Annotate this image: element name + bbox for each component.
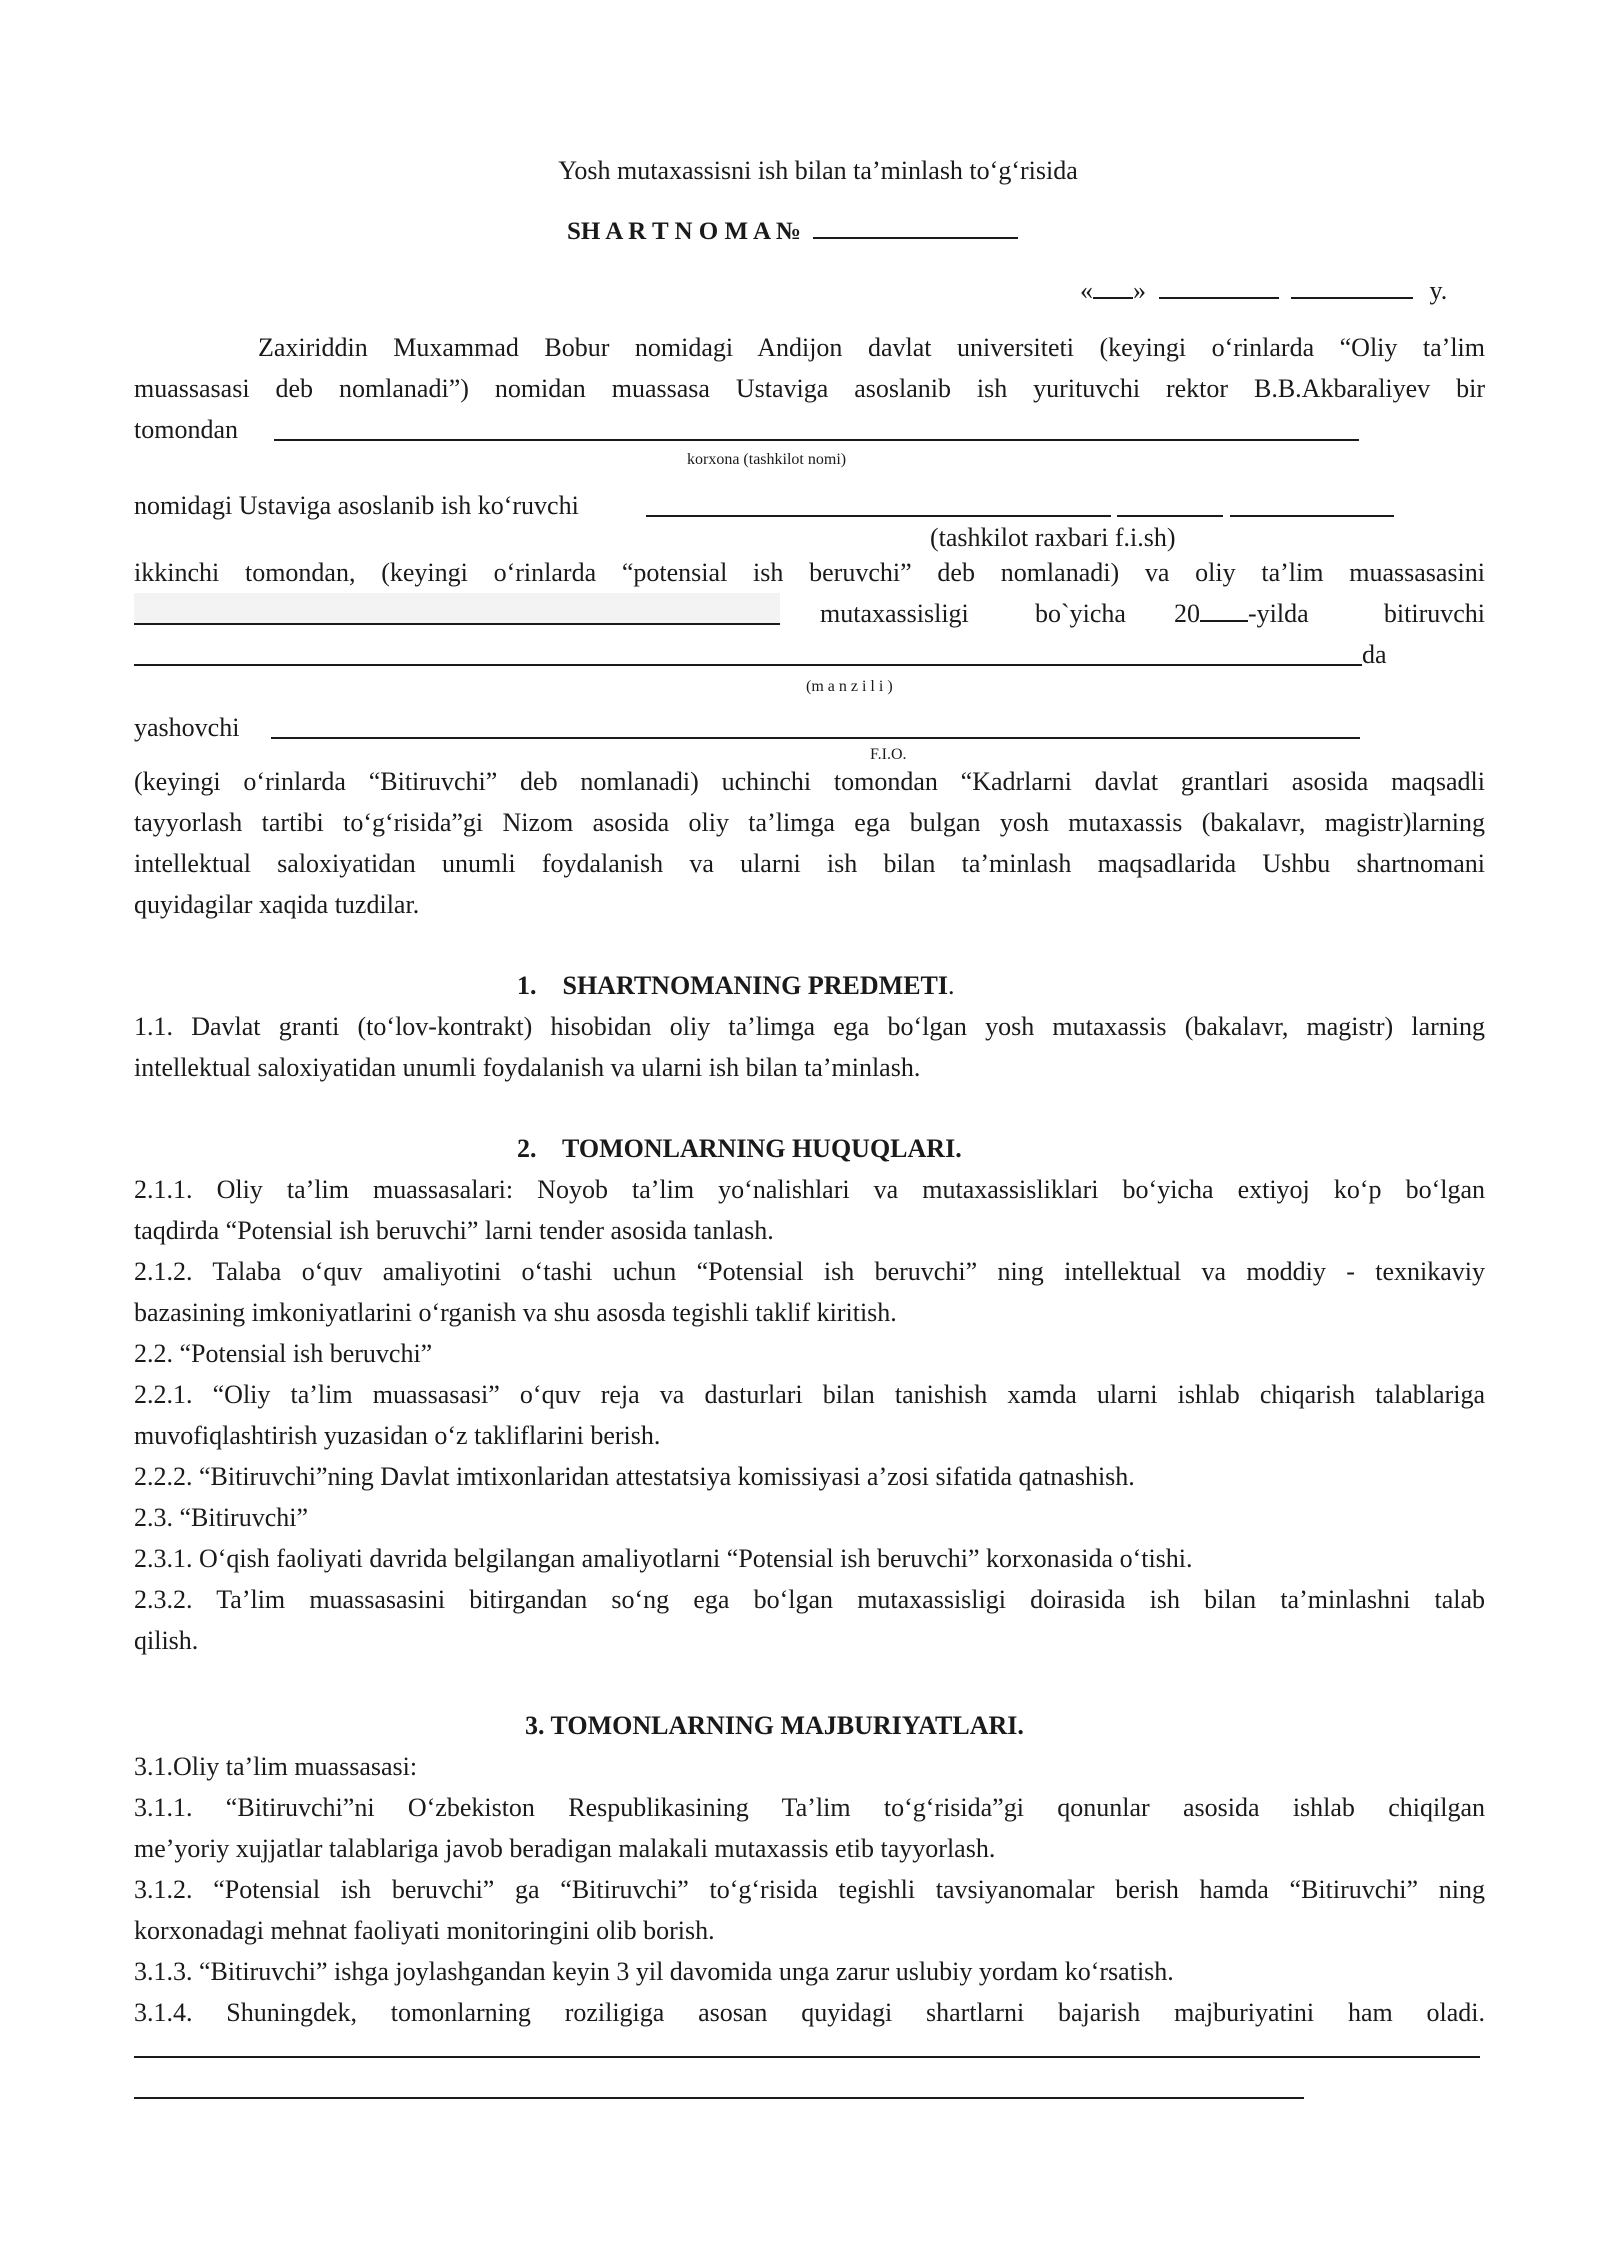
section-2 (134, 1128, 1485, 1668)
date-quote-close: » (1133, 276, 1146, 305)
item-2-1-1-line-2: taqdirda “Potensial ish beruvchi” larni tender asosida tanlash. (134, 1216, 774, 1245)
section-3 (134, 1705, 1485, 2125)
closing-line-3: intellektual saloxiyatidan unumli foydalanish va ularni ish bilan ta’minlash maqsadlarida Ushbu shartnomani (134, 849, 1485, 878)
item-2-2-2: 2.2.2. “Bitiruvchi”ning Davlat imtixonlaridan attestatsiya komissiyasi a’zosi sifatida qatnashish. (134, 1462, 1135, 1491)
preamble (134, 327, 1485, 927)
item-3-1-3: 3.1.3. “Bitiruvchi” ishga joylashgandan keyin 3 yil davomida unga zarur uslubiy yordam ko‘rsatish. (134, 1957, 1174, 1986)
tomondan-label: tomondan (134, 415, 238, 444)
organization-caption: korxona (tashkilot nomi) (687, 451, 847, 468)
preamble-line-1: Zaxiriddin Muxammad Bobur nomidagi Andijon davlat universiteti (keyingi o‘rinlarda “Oliy ta’lim (258, 333, 1485, 362)
contract-title-text: SH A R T N O M A № (567, 218, 801, 245)
specialty-blank[interactable] (134, 623, 780, 625)
yilda-label: -yilda (1248, 599, 1309, 628)
contract-number-blank[interactable] (813, 213, 1018, 239)
section-2-heading: 2. TOMONLARNING HUQUQLARI. (517, 1134, 962, 1163)
item-3-1-2-line-1: 3.1.2. “Potensial ish beruvchi” ga “Bitiruvchi” to‘g‘risida tegishli tavsiyanomalar berish hamda “Bitiruvchi” ning (134, 1875, 1485, 1904)
preamble-line-2: muassasasi deb nomlanadi”) nomidan muassasa Ustaviga asoslanib ish yurituvchi rektor B.B.Akbaraliyev bir (134, 374, 1485, 403)
specialty-row-right (820, 593, 1485, 634)
bitiruvchi-label: bitiruvchi (1383, 599, 1485, 628)
section-1-line-2: intellektual saloxiyatidan unumli foydalanish va ularni ish bilan ta’minlash. (134, 1053, 921, 1082)
nomidagi-label: nomidagi Ustaviga asoslanib ish ko‘ruvchi (134, 491, 579, 520)
extra-conditions-blank-2[interactable] (134, 2097, 1304, 2099)
director-caption: (tashkilot raxbari f.i.sh) (930, 523, 1176, 552)
item-2-1-2-line-2: bazasining imkoniyatlarini o‘rganish va shu asosda tegishli taklif kiritish. (134, 1298, 897, 1327)
da-label: da (1362, 640, 1387, 669)
date-month-blank[interactable] (1159, 273, 1279, 299)
graduation-year (1174, 593, 1309, 634)
section-1 (134, 965, 1485, 1095)
address-blank[interactable] (134, 664, 1362, 666)
address-caption: (m a n z i l i ) (806, 678, 893, 695)
item-3-1-4: 3.1.4. Shuningdek, tomonlarning roziligiga asosan quyidagi shartlarni bajarish majburiyatini ham oladi. (134, 1998, 1485, 2027)
item-2-3-2-line-1: 2.3.2. Ta’lim muassasasini bitirgandan so‘ng ega bo‘lgan mutaxassisligi doirasida ish bilan ta’minlashni talab (134, 1585, 1485, 1614)
item-2-3-2-line-2: qilish. (134, 1626, 199, 1655)
date-suffix: y. (1429, 276, 1448, 305)
director-name-blank-3[interactable] (1230, 515, 1394, 517)
item-3-1-1-line-1: 3.1.1. “Bitiruvchi”ni O‘zbekiston Respublikasining Ta’lim to‘g‘risida”gi qonunlar asosida ishlab chiqilgan (134, 1793, 1485, 1822)
contract-date (1080, 270, 1447, 311)
year-prefix: 20 (1174, 599, 1200, 628)
section-1-heading-text: 1. SHARTNOMANING PREDMETI (517, 971, 948, 1000)
item-2-3: 2.3. “Bitiruvchi” (134, 1503, 309, 1532)
mutaxassisligi-label: mutaxassisligi (820, 599, 969, 628)
date-day-blank[interactable] (1093, 273, 1133, 299)
graduate-fio-blank[interactable] (271, 737, 1360, 739)
section-1-heading-dot: . (948, 971, 955, 1000)
section-3-heading: 3. TOMONLARNING MAJBURIYATLARI. (525, 1711, 1024, 1740)
item-3-1-1-line-2: me’yoriy xujjatlar talablariga javob beradigan malakali mutaxassis etib tayyorlash. (134, 1834, 996, 1863)
section-1-heading (517, 965, 955, 1006)
extra-conditions-blank-1[interactable] (134, 2056, 1480, 2058)
yashovchi-label: yashovchi (134, 713, 240, 742)
item-2-3-1: 2.3.1. O‘qish faoliyati davrida belgilangan amaliyotlarni “Potensial ish beruvchi” korxonasida o‘tishi. (134, 1544, 1193, 1573)
organization-name-blank[interactable] (274, 439, 1359, 441)
date-year-blank[interactable] (1291, 273, 1413, 299)
item-2-2: 2.2. “Potensial ish beruvchi” (134, 1339, 433, 1368)
boyicha-label: bo`yicha (1035, 599, 1126, 628)
graduation-year-blank[interactable] (1200, 596, 1248, 622)
item-3-1-2-line-2: korxonadagi mehnat faoliyati monitoringini olib borish. (134, 1916, 715, 1945)
item-3-1: 3.1.Oliy ta’lim muassasasi: (134, 1752, 418, 1781)
specialty-field-shade (134, 593, 780, 623)
closing-line-2: tayyorlash tartibi to‘g‘risida”gi Nizom asosida oliy ta’limga ega bulgan yosh mutaxassis (bakalavr, magistr)larning (134, 808, 1485, 837)
contract-title (567, 211, 1018, 252)
item-2-1-2-line-1: 2.1.2. Talaba o‘quv amaliyotini o‘tashi uchun “Potensial ish beruvchi” ning intellektual va moddiy - texnikaviy (134, 1257, 1485, 1286)
date-quote-open: « (1080, 276, 1093, 305)
document-subtitle: Yosh mutaxassisni ish bilan ta’minlash to‘g‘risida (558, 156, 1078, 185)
item-2-2-1-line-1: 2.2.1. “Oliy ta’lim muassasasi” o‘quv reja va dasturlari bilan tanishish xamda ularni ishlab chiqarish talablariga (134, 1380, 1485, 1409)
fio-caption: F.I.O. (870, 746, 907, 763)
item-2-1-1-line-1: 2.1.1. Oliy ta’lim muassasalari: Noyob ta’lim yo‘nalishlari va mutaxassisliklari bo‘yicha extiyoj ko‘p bo‘lgan (134, 1175, 1485, 1204)
section-1-line-1: 1.1. Davlat granti (to‘lov-kontrakt) hisobidan oliy ta’limga ega bo‘lgan yosh mutaxassis (bakalavr, magistr) larning (134, 1012, 1485, 1041)
item-2-2-1-line-2: muvofiqlashtirish yuzasidan o‘z takliflarini berish. (134, 1421, 661, 1450)
ikkinchi-tomondan-line: ikkinchi tomondan, (keyingi o‘rinlarda “potensial ish beruvchi” deb nomlanadi) va oliy ta’lim muassasasini (134, 558, 1485, 587)
closing-line-4: quyidagilar xaqida tuzdilar. (134, 890, 420, 919)
closing-line-1: (keyingi o‘rinlarda “Bitiruvchi” deb nomlanadi) uchinchi tomondan “Kadrlarni davlat grantlari asosida maqsadli (134, 767, 1485, 796)
